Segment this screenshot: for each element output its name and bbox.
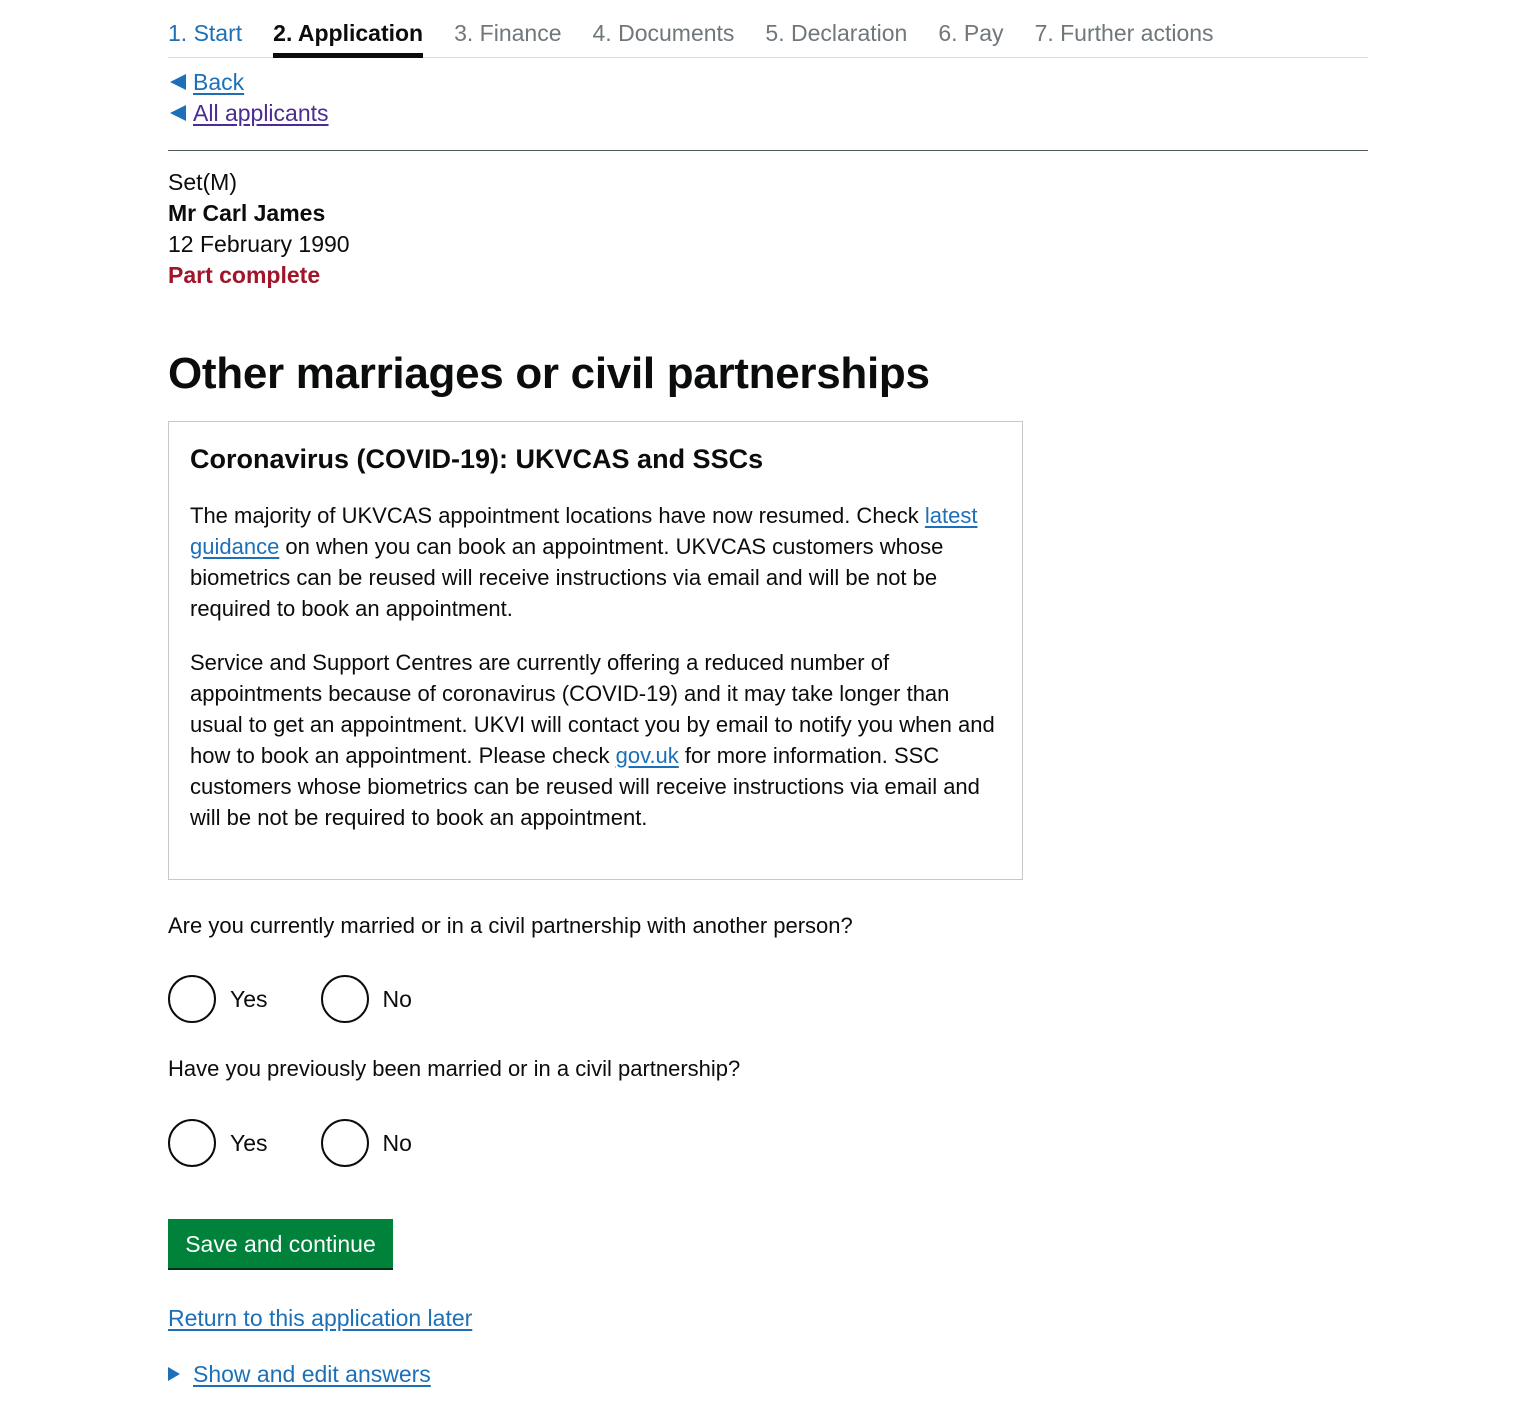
back-link-label: Back bbox=[193, 69, 245, 95]
step-navigation bbox=[168, 0, 1368, 58]
notice-p1-text-after: on when you can book an appointment. UKVCAS customers whose biometrics can be reused will receive instructions via email and will be not be required to book an appointment. bbox=[190, 534, 944, 621]
radio-label-no: No bbox=[382, 1130, 412, 1156]
radio-label-no: No bbox=[382, 986, 412, 1012]
show-edit-answers-label: Show and edit answers bbox=[193, 1361, 431, 1387]
covid-notice-panel bbox=[168, 421, 1023, 880]
question-previously-married: Have you previously been married or in a civil partnership? bbox=[168, 1056, 741, 1081]
radio-previously-married-yes[interactable] bbox=[168, 1119, 268, 1167]
radio-label-yes: Yes bbox=[230, 986, 268, 1012]
notice-p2-text: Service and Support Centres are currently offering a reduced number of appointments because of coronavirus (COVID-19) and it may take longer than usual to get an appointment. UKVI will contact you by email to notify you when and how to book an appointment. Please check bbox=[190, 650, 995, 768]
question-currently-married: Are you currently married or in a civil partnership with another person? bbox=[168, 913, 853, 938]
section-divider bbox=[168, 150, 1368, 151]
radio-currently-married-no[interactable] bbox=[321, 975, 412, 1023]
radio-circle[interactable] bbox=[321, 975, 369, 1023]
latest-guidance-link[interactable]: latest guidance bbox=[190, 503, 978, 559]
all-applicants-link[interactable] bbox=[170, 99, 329, 127]
expand-triangle-icon bbox=[168, 1367, 180, 1381]
radio-previously-married-no[interactable] bbox=[321, 1119, 412, 1167]
step-declaration: 5. Declaration bbox=[765, 20, 908, 46]
radio-circle[interactable] bbox=[168, 1119, 216, 1167]
step-finance: 3. Finance bbox=[454, 20, 562, 46]
radio-circle[interactable] bbox=[168, 975, 216, 1023]
step-pay: 6. Pay bbox=[938, 20, 1004, 46]
notice-heading: Coronavirus (COVID-19): UKVCAS and SSCs bbox=[190, 444, 764, 474]
notice-p2-text-after: for more information. SSC customers whose biometrics can be reused will receive instructions via email and will be not be required to book an appointment. bbox=[190, 743, 980, 830]
notice-paragraph-2 bbox=[190, 647, 1001, 833]
return-later-link[interactable]: Return to this application later bbox=[168, 1305, 473, 1331]
save-and-continue-button[interactable]: Save and continue bbox=[168, 1219, 393, 1268]
radio-currently-married-yes[interactable] bbox=[168, 975, 268, 1023]
back-link[interactable] bbox=[170, 68, 244, 96]
radio-group-currently-married bbox=[168, 975, 465, 1023]
radio-label-yes: Yes bbox=[230, 1130, 268, 1156]
gov-uk-link[interactable]: gov.uk bbox=[615, 743, 679, 768]
applicant-dob: 12 February 1990 bbox=[168, 231, 350, 257]
notice-p1-text: The majority of UKVCAS appointment locations have now resumed. Check bbox=[190, 503, 925, 528]
all-applicants-label: All applicants bbox=[193, 100, 329, 126]
radio-group-previously-married bbox=[168, 1119, 465, 1167]
step-further-actions: 7. Further actions bbox=[1034, 20, 1214, 46]
notice-paragraph-1 bbox=[190, 500, 1001, 624]
back-arrow-icon bbox=[170, 74, 186, 90]
applicant-name: Mr Carl James bbox=[168, 200, 326, 226]
applicant-summary bbox=[168, 167, 350, 291]
applicant-set: Set(M) bbox=[168, 169, 237, 195]
step-start[interactable]: 1. Start bbox=[168, 20, 243, 46]
page-title: Other marriages or civil partnerships bbox=[168, 349, 930, 398]
show-edit-answers-toggle[interactable] bbox=[168, 1359, 431, 1389]
step-application: 2. Application bbox=[273, 0, 423, 58]
radio-circle[interactable] bbox=[321, 1119, 369, 1167]
back-arrow-icon bbox=[170, 105, 186, 121]
step-documents: 4. Documents bbox=[592, 20, 735, 46]
status-badge: Part complete bbox=[168, 262, 321, 288]
